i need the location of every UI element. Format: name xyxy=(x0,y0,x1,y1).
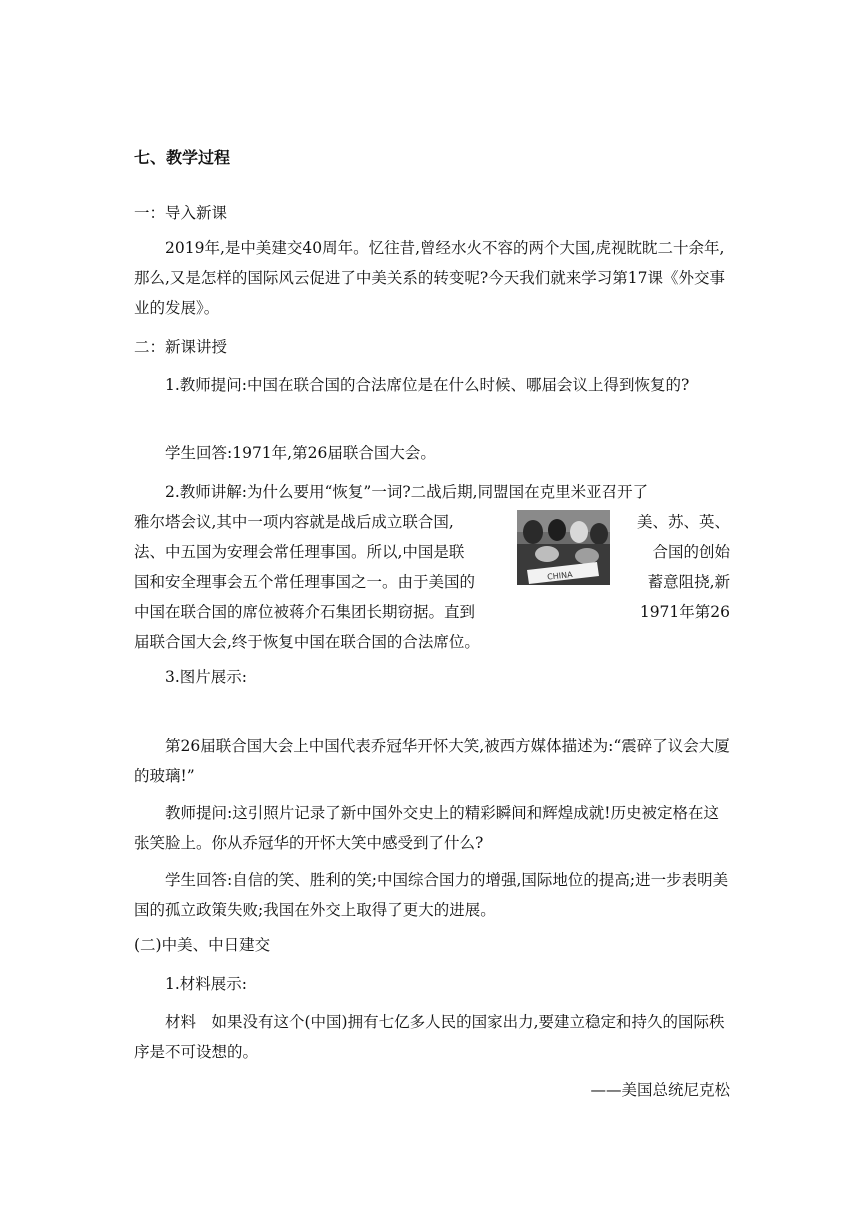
quote-attribution: ——美国总统尼克松 xyxy=(590,1081,730,1099)
un-assembly-photo xyxy=(517,510,610,585)
teacher-question-1: 1.教师提问:中国在联合国的合法席位是在什么时候、哪届会议上得到恢复的? xyxy=(165,376,690,394)
china-nameplate: CHINA xyxy=(546,570,573,582)
explain-line-3-left: 法、中五国为安理会常任理事国。所以,中国是联 xyxy=(134,543,465,561)
part1-heading: 一：导入新课 xyxy=(134,204,228,222)
explain-line-6: 届联合国大会,终于恢复中国在联合国的合法席位。 xyxy=(134,633,480,651)
item-3-heading: 3.图片展示: xyxy=(165,668,248,686)
section-title: 七、教学过程 xyxy=(134,148,231,167)
explain-line-5-left: 中国在联合国的席位被蒋介石集团长期窃据。直到 xyxy=(134,603,476,621)
material-heading: 1.材料展示: xyxy=(165,975,248,993)
explain-line-4-right: 蓄意阻挠,新 xyxy=(647,573,730,591)
student-answer-1: 学生回答:1971年,第26届联合国大会。 xyxy=(165,444,436,462)
subsection-2-heading: (二)中美、中日建交 xyxy=(134,936,271,954)
explain-line-1: 2.教师讲解:为什么要用“恢复”一词?二战后期,同盟国在克里米亚召开了 xyxy=(165,483,649,501)
explain-line-3-right: 合国的创始 xyxy=(652,543,730,561)
explain-line-2-right: 美、苏、英、 xyxy=(636,513,730,531)
teacher-question-2: 教师提问:这引照片记录了新中国外交史上的精彩瞬间和辉煌成就!历史被定格在这张笑脸上。你从乔冠华的开怀大笑中感受到了什么? xyxy=(134,804,719,852)
material-quote: 材料 如果没有这个(中国)拥有七亿多人民的国家出力,要建立稳定和持久的国际秩序是不可设想的。 xyxy=(134,1013,725,1061)
intro-paragraph: 2019年,是中美建交40周年。忆往昔,曾经水火不容的两个大国,虎视眈眈二十余年,那么,又是怎样的国际风云促进了中美关系的转变呢?今天我们就来学习第17课《外交事业的发展》。 xyxy=(134,239,725,317)
student-answer-2: 学生回答:自信的笑、胜利的笑;中国综合国力的增强,国际地位的提高;进一步表明美国的孤立政策失败;我国在外交上取得了更大的进展。 xyxy=(134,871,729,919)
part2-heading: 二：新课讲授 xyxy=(134,338,228,356)
photo-caption: 第26届联合国大会上中国代表乔冠华开怀大笑,被西方媒体描述为:“震碎了议会大厦的玻璃!” xyxy=(134,737,730,785)
explain-line-5-right: 1971年第26 xyxy=(639,603,730,621)
explain-line-2-left: 雅尔塔会议,其中一项内容就是战后成立联合国, xyxy=(134,513,454,531)
explain-line-4-left: 国和安全理事会五个常任理事国之一。由于美国的 xyxy=(134,573,476,591)
